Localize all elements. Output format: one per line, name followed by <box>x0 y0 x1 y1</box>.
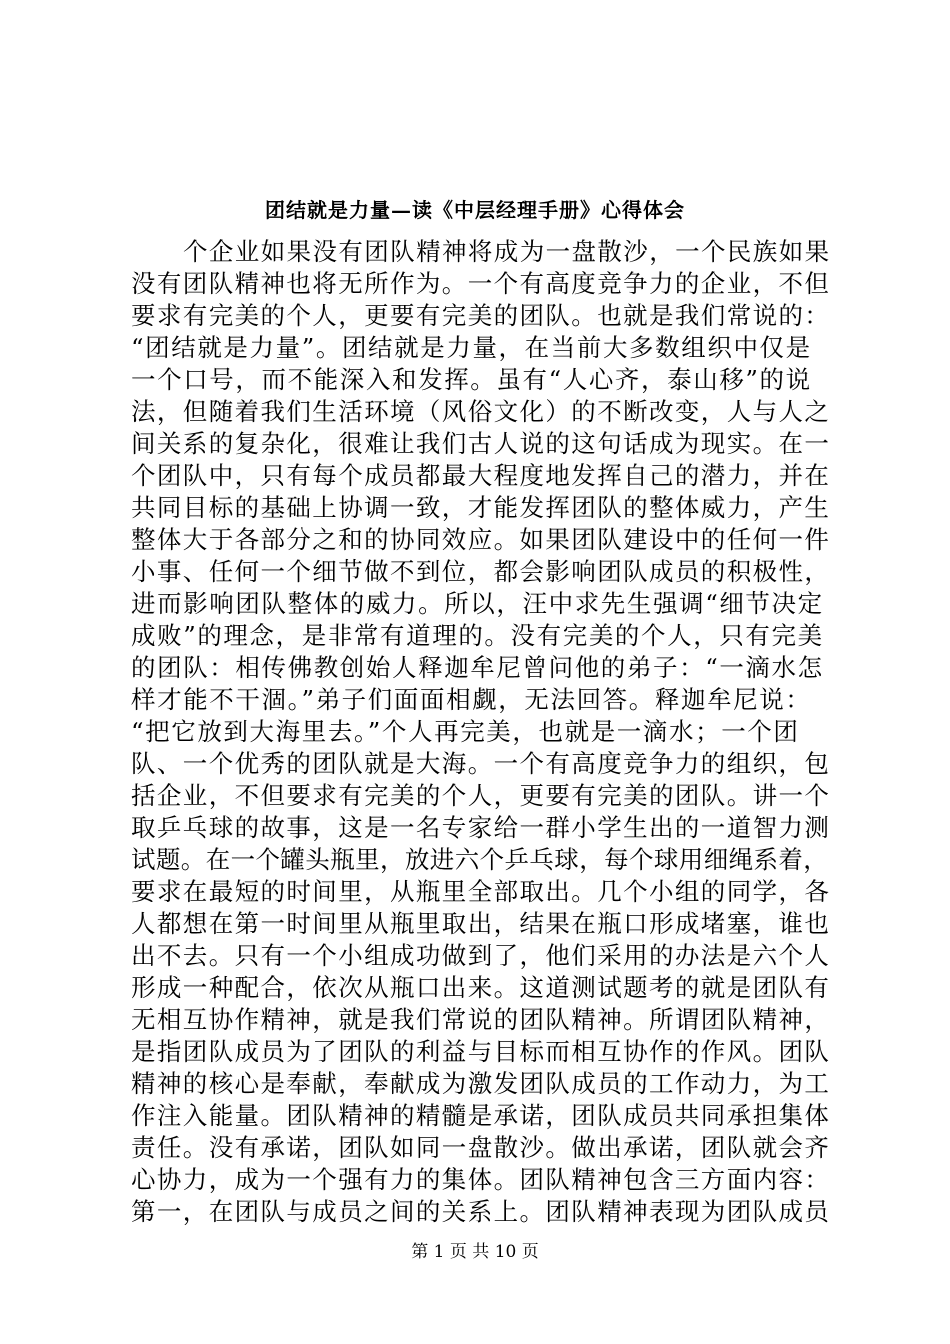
body-line: 精神的核心是奉献，奉献成为激发团队成员的工作动力，为工 <box>131 1069 831 1098</box>
body-line: “把它放到大海里去。”个人再完美，也就是一滴水；一个团 <box>131 717 800 746</box>
body-line: 出不去。只有一个小组成功做到了，他们采用的办法是六个人 <box>131 941 831 970</box>
body-line: 法，但随着我们生活环境（风俗文化）的不断改变，人与人之 <box>131 397 831 426</box>
body-line: 试题。在一个罐头瓶里，放进六个乒乓球，每个球用细绳系着， <box>131 845 829 874</box>
body-text <box>131 236 831 1228</box>
body-line: 形成一种配合，依次从瓶口出来。这道测试题考的就是团队有 <box>131 973 831 1002</box>
body-line: 个团队中，只有每个成员都最大程度地发挥自己的潜力，并在 <box>131 461 831 490</box>
body-line: 取乒乓球的故事，这是一名专家给一群小学生出的一道智力测 <box>131 813 831 842</box>
body-line: 进而影响团队整体的威力。所以，汪中求先生强调“细节决定 <box>131 589 824 618</box>
body-line: 作注入能量。团队精神的精髓是承诺，团队成员共同承担集体 <box>131 1101 831 1130</box>
body-line: 一个口号，而不能深入和发挥。虽有“人心齐，泰山移”的说 <box>131 365 812 394</box>
body-line: 个企业如果没有团队精神将成为一盘散沙，一个民族如果 <box>183 237 831 266</box>
body-line: 人都想在第一时间里从瓶里取出，结果在瓶口形成堵塞，谁也 <box>131 909 831 938</box>
body-line: 要求在最短的时间里，从瓶里全部取出。几个小组的同学，各 <box>131 877 831 906</box>
body-line: 小事、任何一个细节做不到位，都会影响团队成员的积极性， <box>131 557 831 586</box>
document-title: 团结就是力量—读《中层经理手册》心得体会 <box>265 198 685 222</box>
body-line: 心协力，成为一个强有力的集体。团队精神包含三方面内容： <box>131 1165 831 1194</box>
body-line: 要求有完美的个人，更要有完美的团队。也就是我们常说的： <box>131 301 831 330</box>
body-line: 没有团队精神也将无所作为。一个有高度竞争力的企业，不但 <box>131 269 831 298</box>
body-line: “团结就是力量”。团结就是力量，在当前大多数组织中仅是 <box>131 333 812 362</box>
body-line: 括企业，不但要求有完美的个人，更要有完美的团队。讲一个 <box>131 781 831 810</box>
body-line: 间关系的复杂化，很难让我们古人说的这句话成为现实。在一 <box>131 429 831 458</box>
body-line: 无相互协作精神，就是我们常说的团队精神。所谓团队精神， <box>131 1005 831 1034</box>
body-line: 样才能不干涸。”弟子们面面相觑，无法回答。释迦牟尼说： <box>131 685 812 714</box>
body-line: 成败”的理念，是非常有道理的。没有完美的个人，只有完美 <box>131 621 824 650</box>
body-line: 共同目标的基础上协调一致，才能发挥团队的整体威力，产生 <box>131 493 831 522</box>
body-line: 是指团队成员为了团队的利益与目标而相互协作的作风。团队 <box>131 1037 831 1066</box>
page-footer: 第 1 页 共 10 页 <box>411 1242 539 1262</box>
body-line: 的团队：相传佛教创始人释迦牟尼曾问他的弟子：“一滴水怎 <box>131 653 824 682</box>
body-line: 整体大于各部分之和的协同效应。如果团队建设中的任何一件 <box>131 525 831 554</box>
body-line: 队、一个优秀的团队就是大海。一个有高度竞争力的组织，包 <box>131 749 831 778</box>
body-line: 第一，在团队与成员之间的关系上。团队精神表现为团队成员 <box>131 1197 831 1226</box>
body-line: 责任。没有承诺，团队如同一盘散沙。做出承诺，团队就会齐 <box>131 1133 831 1162</box>
